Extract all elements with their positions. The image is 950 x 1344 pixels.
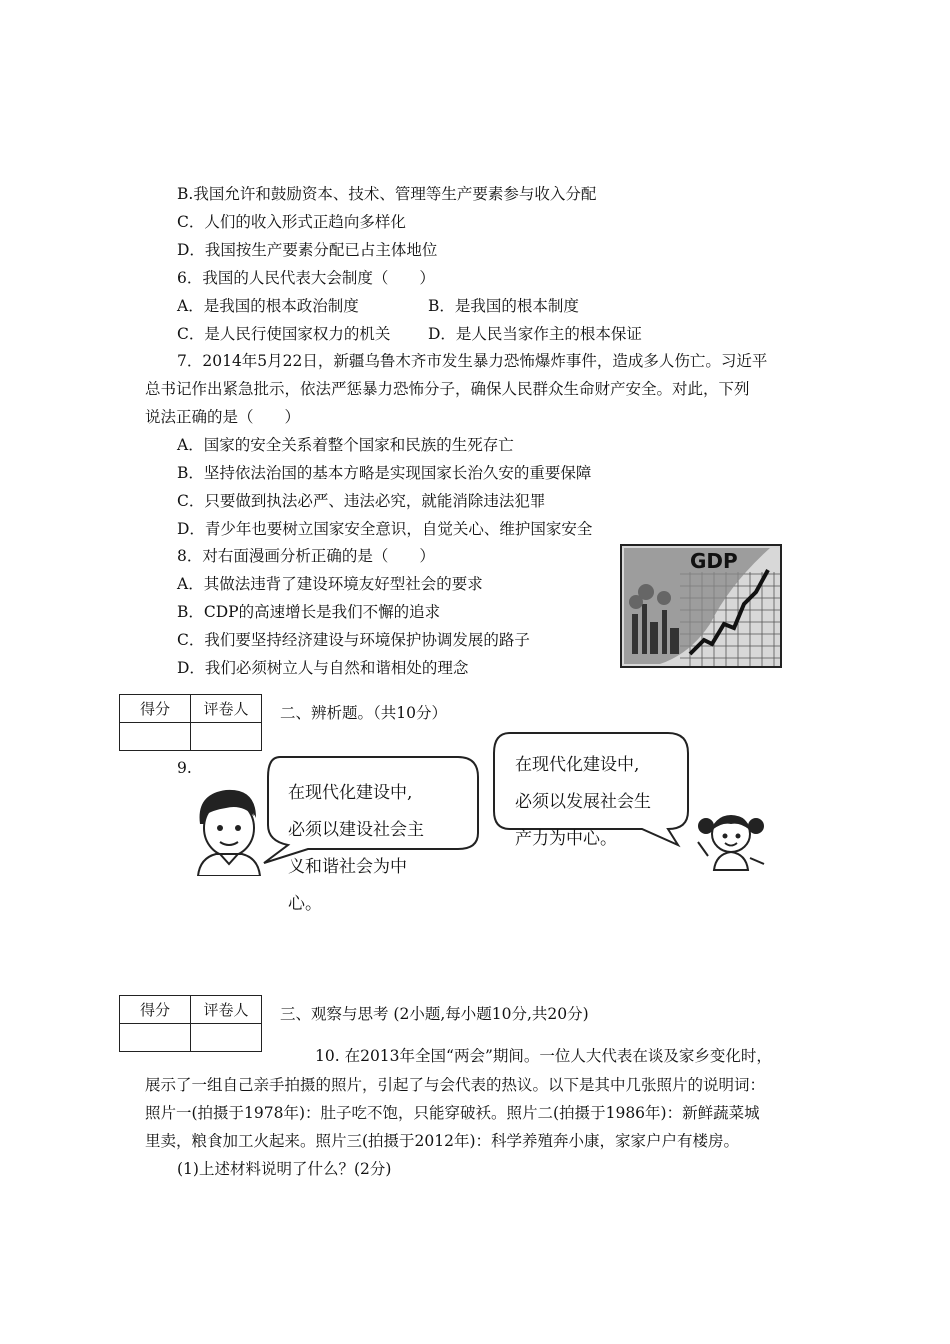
grader-header: 评卷人: [191, 695, 262, 723]
q10-line2: 展示了一组自己亲手拍摄的照片，引起了与会代表的热议。以下是其中几张照片的说明词：: [145, 1076, 766, 1094]
grader-cell: [191, 723, 262, 751]
boy-speech-line1: 在现代化建设中,: [288, 783, 413, 803]
girl-speech-line3: 产力为中心。: [515, 829, 617, 849]
q8-option-a: A．其做法违背了建设环境友好型社会的要求: [177, 575, 483, 593]
q6-option-a: A．是我国的根本政治制度: [177, 297, 359, 315]
girl-speech-line2: 必须以发展社会生: [515, 792, 651, 812]
q6-option-c: C．是人民行使国家权力的机关: [177, 325, 391, 343]
score-header: 得分: [120, 695, 191, 723]
girl-speech-line1: 在现代化建设中,: [515, 755, 640, 775]
score-cell: [120, 1024, 191, 1052]
q7-stem-line1: 7．2014年5月22日，新疆乌鲁木齐市发生暴力恐怖爆炸事件，造成多人伤亡。习近平: [177, 352, 768, 370]
section3-title: 三、观察与思考 (2小题,每小题10分,共20分): [280, 1005, 589, 1023]
q10-line1: 10. 在2013年全国“两会”期间。一位人大代表在谈及家乡变化时，: [315, 1047, 772, 1065]
score-header: 得分: [120, 996, 191, 1024]
q7-stem-line2: 总书记作出紧急批示，依法严惩暴力恐怖分子，确保人民群众生命财产安全。对此，下列: [145, 380, 750, 398]
score-table-section3: [119, 995, 262, 1052]
q8-option-b: B．CDP的高速增长是我们不懈的追求: [177, 603, 441, 621]
score-cell: [120, 723, 191, 751]
q6-stem: 6．我国的人民代表大会制度（ ）: [177, 269, 435, 287]
q8-option-c: C．我们要坚持经济建设与环境保护协调发展的路子: [177, 631, 530, 649]
q8-option-d: D．我们必须树立人与自然和谐相处的理念: [177, 659, 469, 677]
q7-option-c: C．只要做到执法必严、违法必究，就能消除违法犯罪: [177, 492, 546, 510]
q10-line3: 照片一(拍摄于1978年)：肚子吃不饱，只能穿破袄。照片二(拍摄于1986年)：新鲜蔬菜城: [145, 1104, 760, 1122]
q5-option-d: D．我国按生产要素分配已占主体地位: [177, 241, 438, 259]
gdp-cartoon-label: GDP: [690, 549, 738, 573]
q7-option-d: D．青少年也要树立国家安全意识，自觉关心、维护国家安全: [177, 520, 593, 538]
boy-speech-line3: 义和谐社会为中: [288, 857, 407, 877]
q7-option-a: A．国家的安全关系着整个国家和民族的生死存亡: [177, 436, 514, 454]
section2-title: 二、辨析题。（共10分）: [280, 704, 447, 722]
score-table-section2: [119, 694, 262, 751]
gdp-cartoon-image: [620, 544, 782, 668]
q10-subquestion1: (1)上述材料说明了什么？(2分): [177, 1160, 392, 1178]
q7-stem-line3: 说法正确的是（ ）: [145, 408, 301, 426]
boy-icon: [190, 784, 268, 876]
q5-option-c: C．人们的收入形式正趋向多样化: [177, 213, 406, 231]
q7-option-b: B．坚持依法治国的基本方略是实现国家长治久安的重要保障: [177, 464, 592, 482]
q6-option-b: B．是我国的根本制度: [428, 297, 579, 315]
q9-number: 9.: [177, 759, 192, 777]
girl-icon: [694, 812, 768, 872]
q5-option-b: B.我国允许和鼓励资本、技术、管理等生产要素参与收入分配: [177, 185, 597, 203]
grader-cell: [191, 1024, 262, 1052]
boy-speech-line2: 必须以建设社会主: [288, 820, 424, 840]
grader-header: 评卷人: [191, 996, 262, 1024]
q10-line4: 里卖，粮食加工火起来。照片三(拍摄于2012年)：科学养殖奔小康，家家户户有楼房。: [145, 1132, 740, 1150]
boy-speech-line4: 心。: [288, 894, 322, 914]
q8-stem: 8．对右面漫画分析正确的是（ ）: [177, 547, 435, 565]
q6-option-d: D．是人民当家作主的根本保证: [428, 325, 642, 343]
